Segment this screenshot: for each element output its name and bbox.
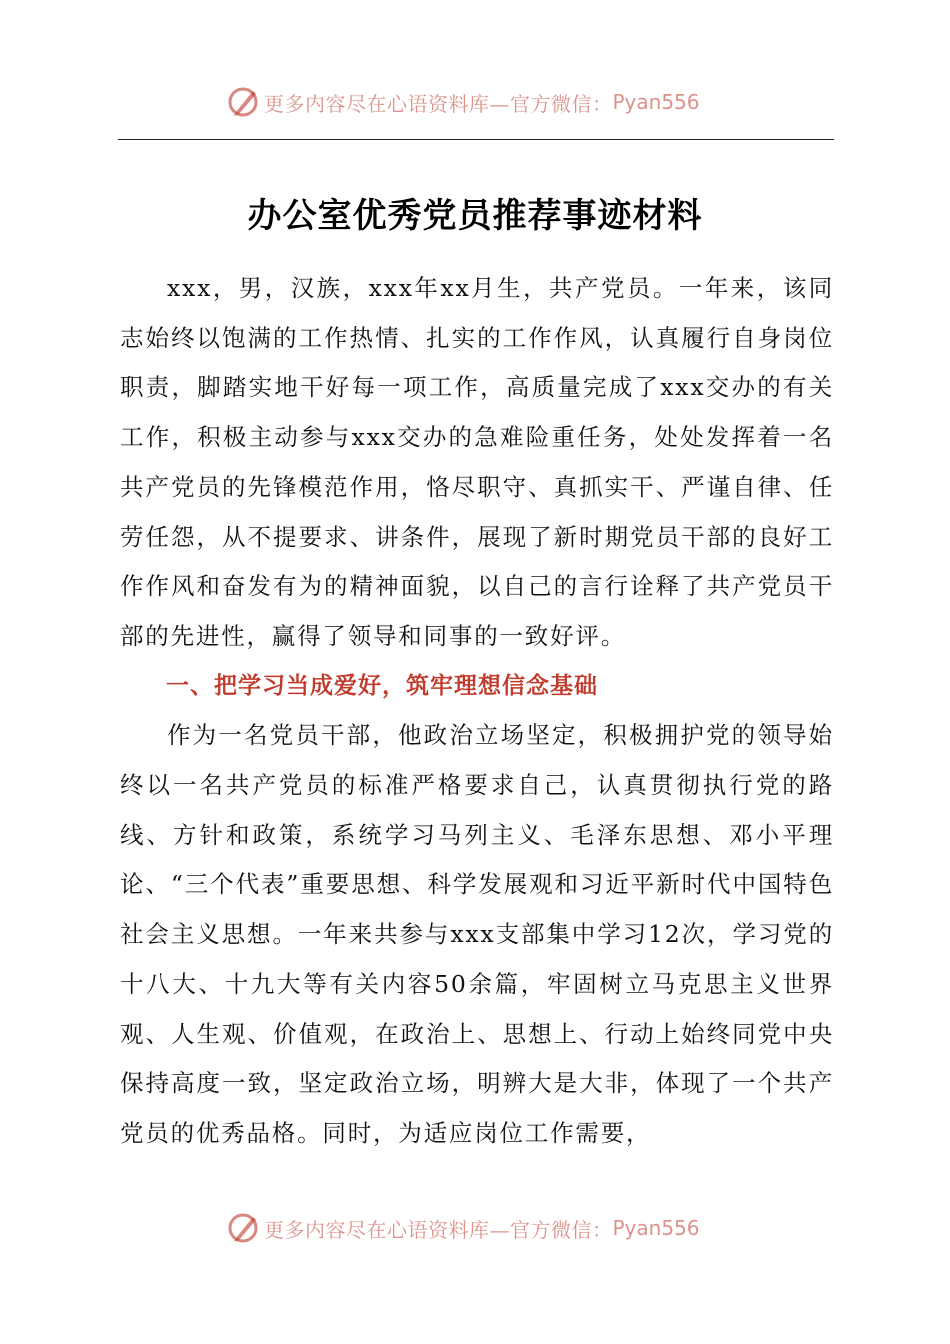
- banner-wechat-id: Pyan556: [612, 1216, 700, 1240]
- section-1-paragraph: 作为一名党员干部，他政治立场坚定，积极拥护党的领导始终以一名共产党员的标准严格要求自己，认真贯彻执行党的路线、方针和政策，系统学习马列主义、毛泽东思想、邓小平理论、“三个代表”重要思想、科学发展观和习近平新时代中国特色社会主义思想。一年来共参与xxx支部集中学习12次，学习党的十八大、十九大等有关内容50余篇，牢固树立马克思主义世界观、人生观、价值观，在政治上、思想上、行动上始终同党中央保持高度一致，坚定政治立场，明辨大是大非，体现了一个共产党员的优秀品格。同时，为适应岗位工作需要，: [120, 721, 834, 1147]
- pen-circle-logo-icon: [226, 85, 260, 119]
- pen-circle-logo-icon: [226, 1211, 260, 1245]
- banner-wechat-id: Pyan556: [612, 90, 700, 114]
- banner-text: 更多内容尽在心语资料库—官方微信：: [264, 1217, 613, 1242]
- document-body: [120, 264, 834, 1159]
- banner-text: 更多内容尽在心语资料库—官方微信：: [264, 91, 613, 116]
- header-divider: [118, 139, 834, 140]
- footer-watermark-banner: [0, 1208, 950, 1248]
- header-watermark-banner: [0, 82, 950, 122]
- section-heading-1: 一、把学习当成爱好，筑牢理想信念基础: [166, 672, 598, 699]
- document-title: 办公室优秀党员推荐事迹材料: [247, 196, 703, 236]
- intro-paragraph: xxx，男，汉族，xxx年xx月生，共产党员。一年来，该同志始终以饱满的工作热情、扎实的工作作风，认真履行自身岗位职责，脚踏实地干好每一项工作，高质量完成了xxx交办的有关工作，积极主动参与xxx交办的急难险重任务，处处发挥着一名共产党员的先锋模范作用，恪尽职守、真抓实干、严谨自律、任劳任怨，从不提要求、讲条件，展现了新时期党员干部的良好工作作风和奋发有为的精神面貌，以自己的言行诠释了共产党员干部的先进性，赢得了领导和同事的一致好评。: [120, 274, 834, 650]
